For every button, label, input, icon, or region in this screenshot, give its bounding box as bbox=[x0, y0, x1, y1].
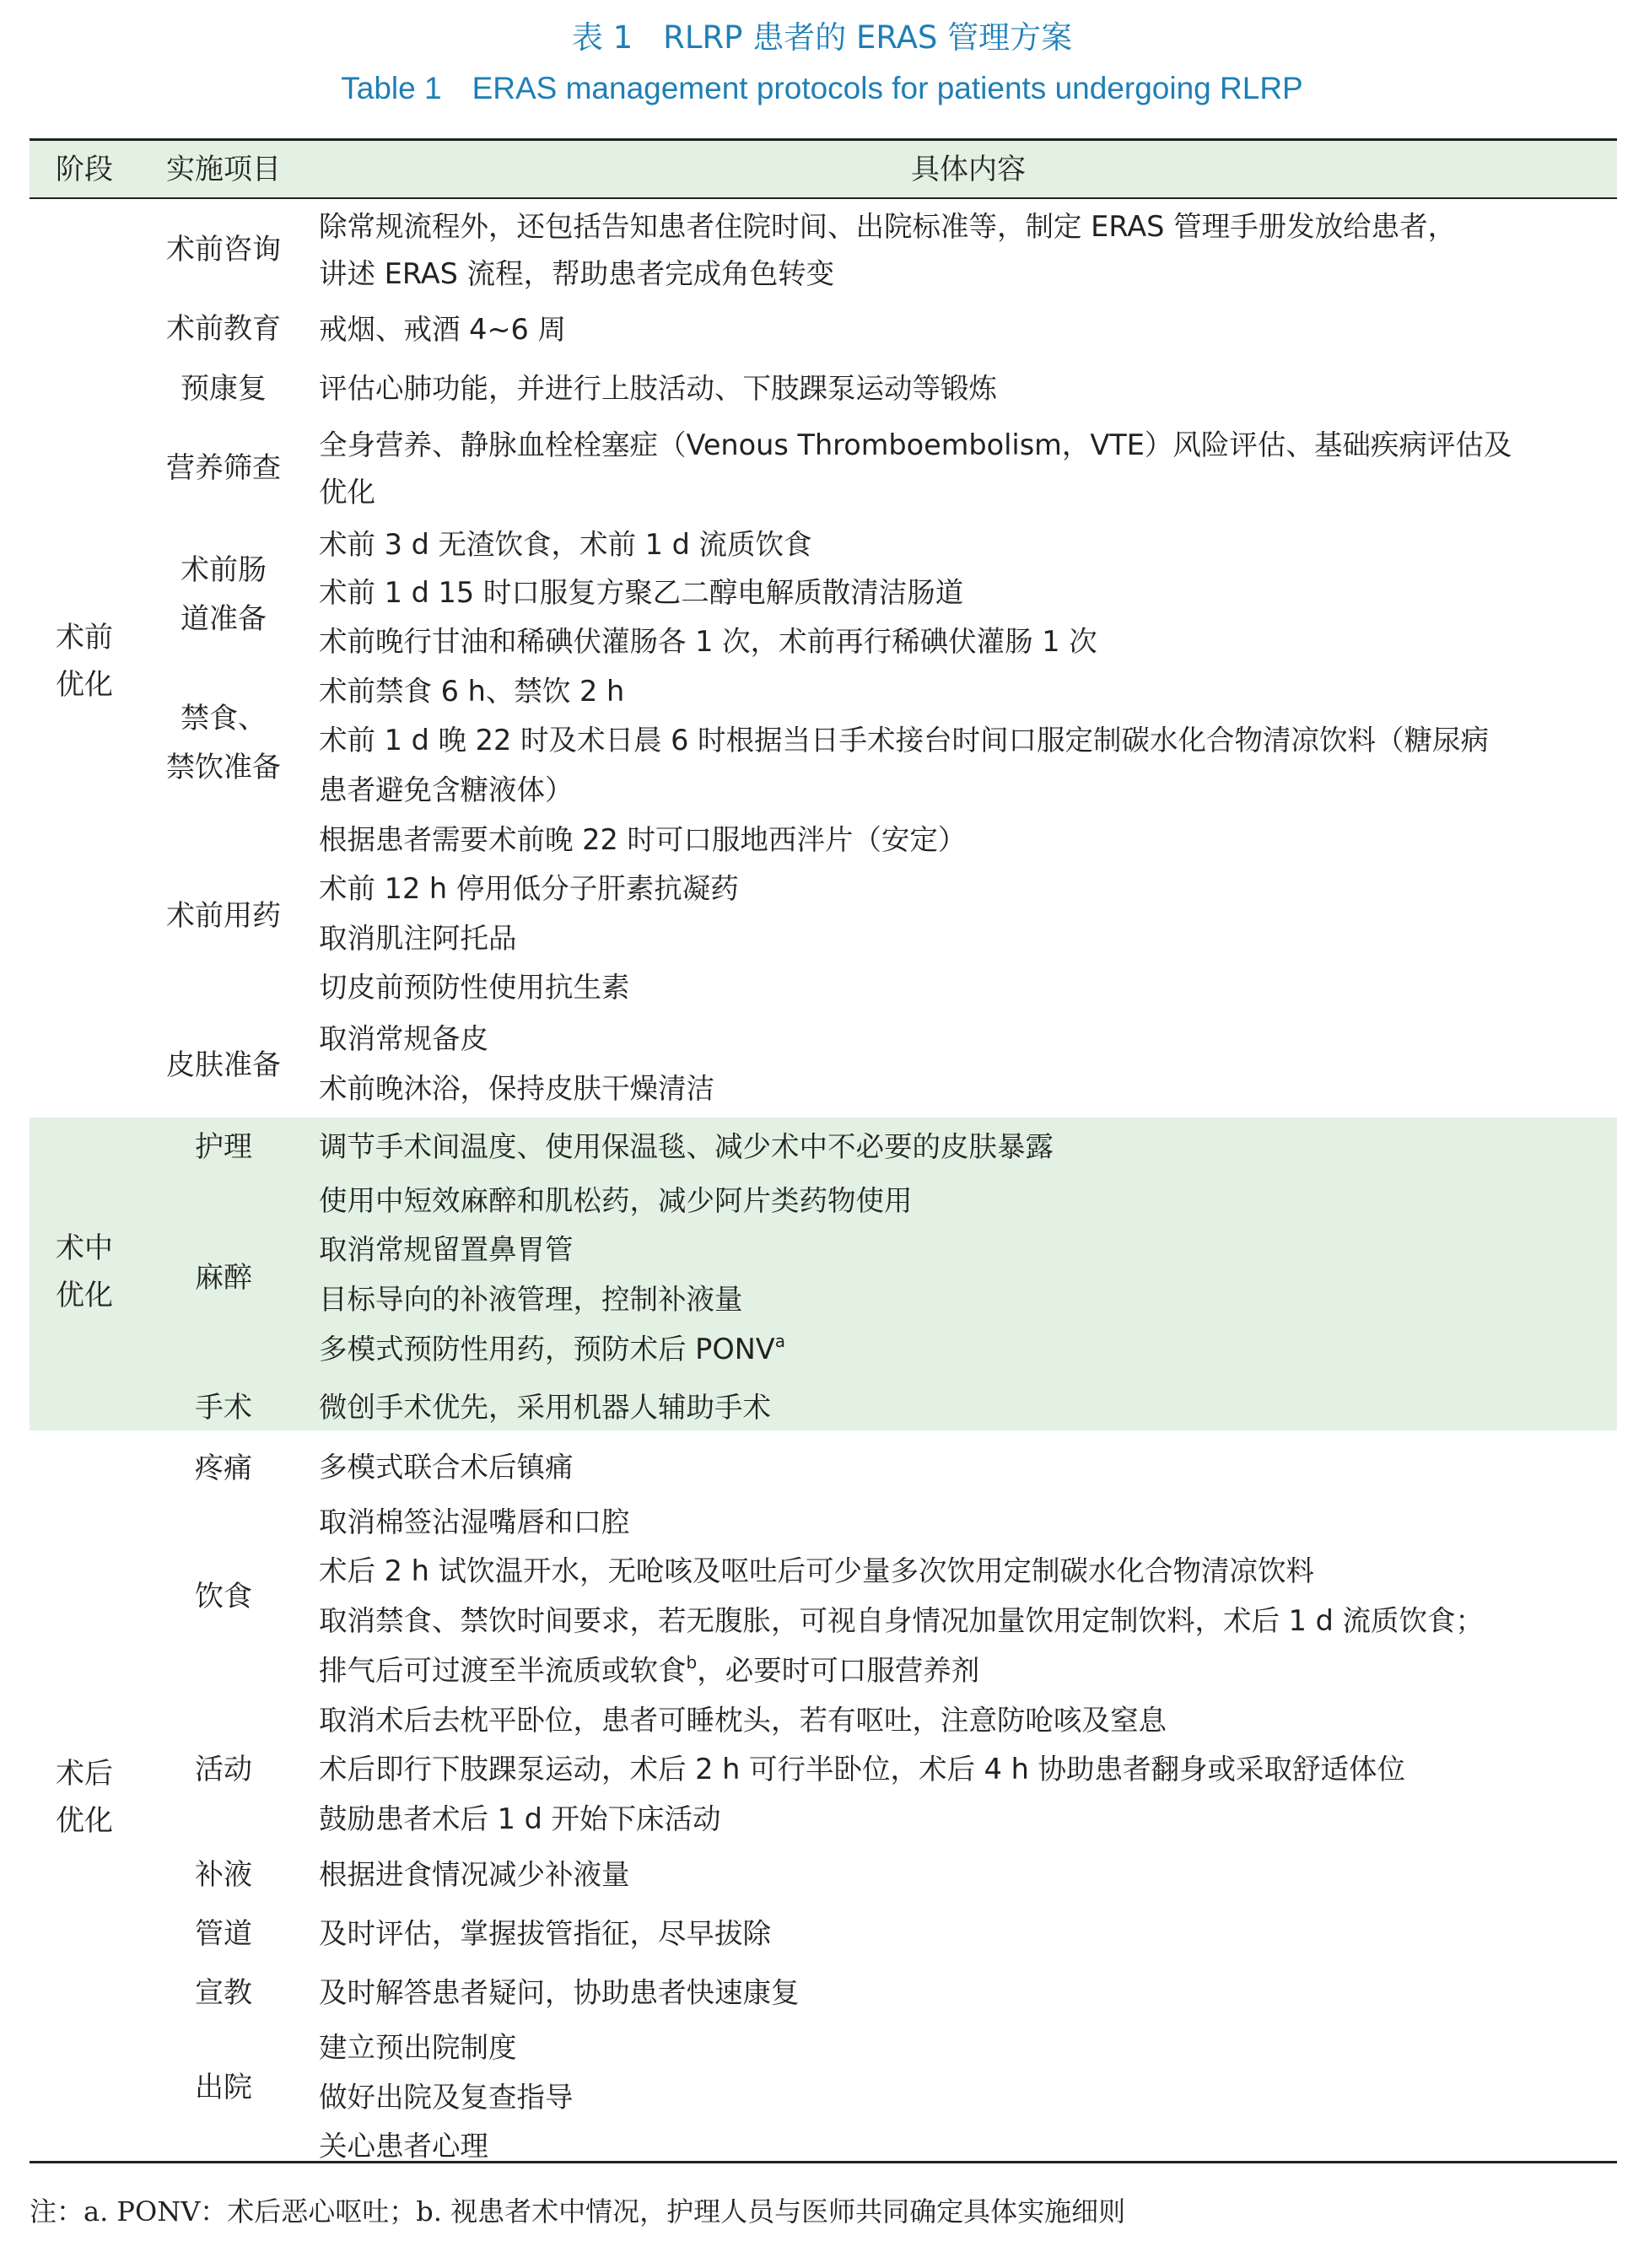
content-line: 术前 12 h 停用低分子肝素抗凝药 bbox=[319, 872, 739, 905]
content-line: 使用中短效麻醉和肌松药，减少阿片类药物使用 bbox=[319, 1184, 913, 1217]
header-content: 具体内容 bbox=[911, 153, 1026, 186]
item-postop-diet: 饮食 bbox=[195, 1580, 252, 1613]
item-preop-skin: 皮肤准备 bbox=[166, 1048, 281, 1082]
content-line: 评估心肺功能，并进行上肢活动、下肢踝泵运动等锻炼 bbox=[319, 372, 997, 405]
content-text: 排气后可过渡至半流质或软食 bbox=[319, 1654, 687, 1687]
stage-preop: 术前 优化 bbox=[56, 621, 113, 702]
content-line: 建立预出院制度 bbox=[319, 2031, 517, 2064]
table-number-cn: 表 1 bbox=[571, 19, 633, 56]
content-text: ，必要时可口服营养剂 bbox=[697, 1654, 980, 1687]
content-line: 调节手术间温度、使用保温毯、减少术中不必要的皮肤暴露 bbox=[319, 1130, 1054, 1163]
content-line: 目标导向的补液管理，控制补液量 bbox=[319, 1283, 743, 1316]
content-line: 取消术后去枕平卧位，患者可睡枕头，若有呕吐，注意防呛咳及窒息 bbox=[319, 1704, 1167, 1737]
item-postop-activity: 活动 bbox=[195, 1753, 252, 1786]
item-preop-fasting: 禁食、 禁饮准备 bbox=[166, 702, 281, 784]
content-line: 取消常规备皮 bbox=[319, 1022, 488, 1055]
content-line: 讲述 ERAS 流程，帮助患者完成角色转变 bbox=[319, 257, 835, 290]
item-postop-fluids: 补液 bbox=[195, 1858, 252, 1892]
content-line: 取消常规留置鼻胃管 bbox=[319, 1233, 574, 1266]
content-line: 鼓励患者术后 1 d 开始下床活动 bbox=[319, 1802, 721, 1835]
top-rule bbox=[30, 138, 1617, 141]
content-line: 取消棉签沾湿嘴唇和口腔 bbox=[319, 1506, 630, 1538]
content-line: 取消肌注阿托品 bbox=[319, 922, 517, 955]
header-rule bbox=[30, 197, 1617, 199]
table-caption-en: ERAS management protocols for patients undergoing RLRP bbox=[472, 71, 1303, 105]
stage-intraop: 术中 优化 bbox=[56, 1231, 113, 1312]
content-line bbox=[319, 1654, 979, 1688]
bottom-rule bbox=[30, 2161, 1617, 2163]
item-intraop-surgery: 手术 bbox=[195, 1391, 252, 1425]
content-line: 取消禁食、禁饮时间要求，若无腹胀，可视自身情况加量饮用定制饮料，术后 1 d 流质饮食； bbox=[319, 1604, 1485, 1637]
item-intraop-anesthesia: 麻醉 bbox=[195, 1261, 252, 1295]
content-line: 根据患者需要术前晚 22 时可口服地西泮片（安定） bbox=[319, 823, 967, 856]
item-postop-education: 宣教 bbox=[195, 1976, 252, 2010]
item-preop-nutrition: 营养筛查 bbox=[166, 451, 281, 485]
content-text: 多模式预防性用药，预防术后 PONV bbox=[319, 1333, 775, 1366]
header-stage: 阶段 bbox=[56, 153, 113, 186]
table-footnote: 注：a. PONV：术后恶心呕吐；b. 视患者术中情况，护理人员与医师共同确定具体实施细则 bbox=[30, 2195, 1126, 2228]
item-postop-tubes: 管道 bbox=[195, 1917, 252, 1951]
stage-postop: 术后 优化 bbox=[56, 1757, 113, 1838]
content-line: 患者避免含糖液体） bbox=[319, 773, 574, 806]
item-preop-education: 术前教育 bbox=[166, 312, 281, 346]
content-line: 戒烟、戒酒 4~6 周 bbox=[319, 313, 566, 346]
content-line: 全身营养、静脉血栓栓塞症（Venous Thromboembolism，VTE）风险评估、基础疾病评估及 bbox=[319, 428, 1512, 461]
content-line: 术前禁食 6 h、禁饮 2 h bbox=[319, 675, 625, 708]
content-line: 优化 bbox=[319, 476, 375, 509]
table-title-cn bbox=[0, 12, 1644, 57]
footnote-marker-a: a bbox=[774, 1331, 785, 1351]
content-line: 及时评估，掌握拔管指征，尽早拔除 bbox=[319, 1917, 771, 1950]
content-line: 术后即行下肢踝泵运动，术后 2 h 可行半卧位，术后 4 h 协助患者翻身或采取舒适体位 bbox=[319, 1753, 1405, 1786]
content-line: 术前 3 d 无渣饮食，术前 1 d 流质饮食 bbox=[319, 528, 812, 561]
item-postop-discharge: 出院 bbox=[195, 2071, 252, 2104]
content-line: 除常规流程外，还包括告知患者住院时间、出院标准等，制定 ERAS 管理手册发放给患者， bbox=[319, 210, 1457, 243]
content-line: 微创手术优先，采用机器人辅助手术 bbox=[319, 1391, 771, 1424]
content-line: 关心患者心理 bbox=[319, 2130, 488, 2163]
content-line: 及时解答患者疑问，协助患者快速康复 bbox=[319, 1976, 800, 2009]
content-line: 多模式联合术后镇痛 bbox=[319, 1451, 574, 1484]
content-line: 根据进食情况减少补液量 bbox=[319, 1858, 630, 1891]
content-line: 术前 1 d 15 时口服复方聚乙二醇电解质散清洁肠道 bbox=[319, 576, 964, 609]
content-line: 切皮前预防性使用抗生素 bbox=[319, 971, 630, 1004]
content-line: 术前 1 d 晚 22 时及术日晨 6 时根据当日手术接台时间口服定制碳水化合物清凉饮料（糖尿病 bbox=[319, 724, 1490, 757]
item-preop-meds: 术前用药 bbox=[166, 899, 281, 933]
item-preop-consult: 术前咨询 bbox=[166, 233, 281, 267]
table-number-en: Table 1 bbox=[341, 71, 442, 105]
content-line: 术前晚沐浴，保持皮肤干燥清洁 bbox=[319, 1072, 714, 1105]
content-line: 术前晚行甘油和稀碘伏灌肠各 1 次，术前再行稀碘伏灌肠 1 次 bbox=[319, 625, 1097, 658]
content-line: 术后 2 h 试饮温开水，无呛咳及呕吐后可少量多次饮用定制碳水化合物清凉饮料 bbox=[319, 1554, 1314, 1587]
table-caption-cn: RLRP 患者的 ERAS 管理方案 bbox=[663, 19, 1073, 56]
footnote-marker-b: b bbox=[686, 1652, 698, 1673]
header-item: 实施项目 bbox=[166, 153, 281, 186]
item-preop-prehab: 预康复 bbox=[181, 372, 267, 406]
item-postop-pain: 疼痛 bbox=[195, 1452, 252, 1485]
content-line: 做好出院及复查指导 bbox=[319, 2081, 574, 2114]
content-line bbox=[319, 1333, 785, 1366]
table-title-en bbox=[0, 71, 1644, 106]
item-preop-bowel: 术前肠 道准备 bbox=[181, 553, 267, 636]
item-intraop-nursing: 护理 bbox=[195, 1130, 252, 1164]
